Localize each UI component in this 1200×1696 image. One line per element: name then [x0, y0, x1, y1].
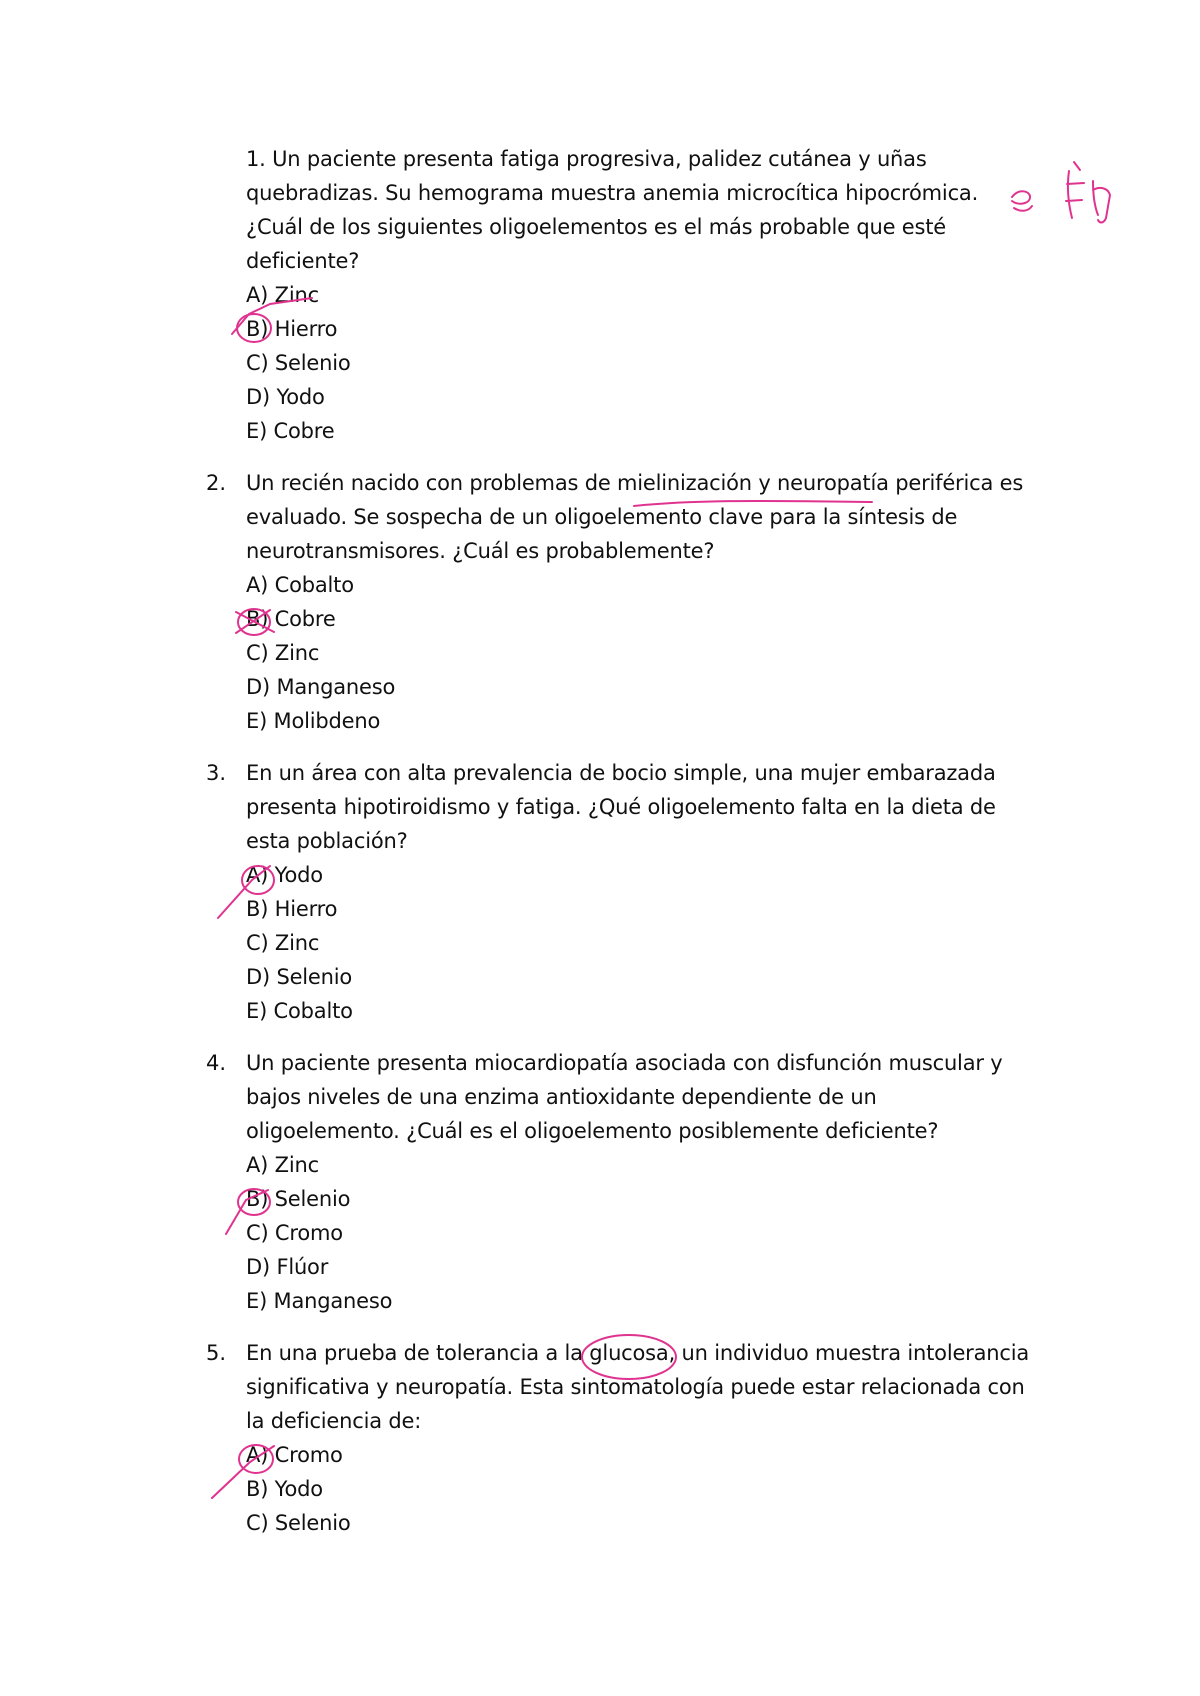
- question-3-stem-line-2: presenta hipotiroidismo y fatiga. ¿Qué oligoelemento falta en la dieta de: [246, 795, 996, 819]
- question-4-option-a[interactable]: A) Zinc: [246, 1153, 319, 1177]
- question-3-number: 3.: [206, 761, 227, 785]
- question-1-stem-line-4: deficiente?: [246, 249, 360, 273]
- question-2-option-c[interactable]: C) Zinc: [246, 641, 320, 665]
- question-2-stem-line-2: evaluado. Se sospecha de un oligoelemento clave para la síntesis de: [246, 505, 958, 529]
- question-3-option-a[interactable]: A) Yodo: [246, 863, 323, 887]
- question-1-option-b[interactable]: B) Hierro: [246, 317, 338, 341]
- question-4-option-e[interactable]: E) Manganeso: [246, 1289, 393, 1313]
- annotation-fe-note-q1: [1066, 162, 1110, 222]
- question-5-option-c[interactable]: C) Selenio: [246, 1511, 351, 1535]
- question-1-option-e[interactable]: E) Cobre: [246, 419, 335, 443]
- question-2-stem-line-1: Un recién nacido con problemas de mielinización y neuropatía periférica es: [246, 471, 1024, 495]
- question-3-stem-line-3: esta población?: [246, 829, 408, 853]
- question-4-option-b[interactable]: B) Selenio: [246, 1187, 351, 1211]
- question-2-option-e[interactable]: E) Molibdeno: [246, 709, 381, 733]
- question-2-option-d[interactable]: D) Manganeso: [246, 675, 396, 699]
- question-5-option-a[interactable]: A) Cromo: [246, 1443, 343, 1467]
- question-5-stem-line-3: la deficiencia de:: [246, 1409, 422, 1433]
- annotation-arrow-q1: [1012, 191, 1032, 211]
- question-1-option-d[interactable]: D) Yodo: [246, 385, 325, 409]
- question-3-option-c[interactable]: C) Zinc: [246, 931, 320, 955]
- question-1-number: 1.: [246, 147, 266, 171]
- question-3-stem-line-1: En un área con alta prevalencia de bocio simple, una mujer embarazada: [246, 761, 996, 785]
- question-3-option-d[interactable]: D) Selenio: [246, 965, 353, 989]
- question-4-stem-line-2: bajos niveles de una enzima antioxidante dependiente de un: [246, 1085, 877, 1109]
- question-4-option-c[interactable]: C) Cromo: [246, 1221, 343, 1245]
- question-4-option-d[interactable]: D) Flúor: [246, 1255, 329, 1279]
- question-5-option-b[interactable]: B) Yodo: [246, 1477, 323, 1501]
- question-1-stem-line-2: quebradizas. Su hemograma muestra anemia microcítica hipocrómica.: [246, 181, 979, 205]
- question-4-stem-line-1: Un paciente presenta miocardiopatía asociada con disfunción muscular y: [246, 1051, 1003, 1075]
- question-1-option-c[interactable]: C) Selenio: [246, 351, 351, 375]
- question-5-stem-line-1: En una prueba de tolerancia a la glucosa, un individuo muestra intolerancia: [246, 1341, 1030, 1365]
- question-1-stem-line-1: 1. Un paciente presenta fatiga progresiva, palidez cutánea y uñas: [246, 147, 927, 171]
- question-1-stem-line-3: ¿Cuál de los siguientes oligoelementos es el más probable que esté: [246, 215, 946, 239]
- question-2-option-a[interactable]: A) Cobalto: [246, 573, 354, 597]
- question-3-option-e[interactable]: E) Cobalto: [246, 999, 353, 1023]
- question-3-option-b[interactable]: B) Hierro: [246, 897, 338, 921]
- question-4-number: 4.: [206, 1051, 227, 1075]
- question-4-stem-line-3: oligoelemento. ¿Cuál es el oligoelemento posiblemente deficiente?: [246, 1119, 939, 1143]
- question-2-number: 2.: [206, 471, 227, 495]
- question-5-stem-line-2: significativa y neuropatía. Esta sintomatología puede estar relacionada con: [246, 1375, 1025, 1399]
- question-2-stem-line-3: neurotransmisores. ¿Cuál es probablemente?: [246, 539, 715, 563]
- question-2-option-b[interactable]: B) Cobre: [246, 607, 336, 631]
- question-5-number: 5.: [206, 1341, 227, 1365]
- question-1-option-a[interactable]: A) Zinc: [246, 283, 319, 307]
